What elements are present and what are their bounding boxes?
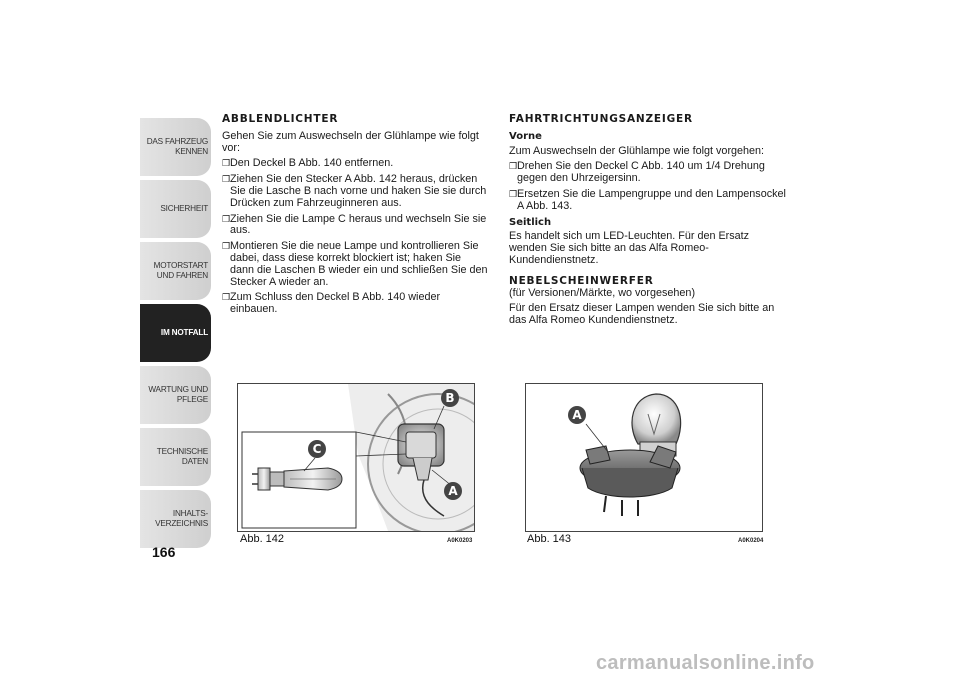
sidebar-tab-label: IM NOTFALL — [160, 328, 208, 337]
note-text: (für Versionen/Märkte, wo vorgesehen) — [509, 286, 696, 299]
sidebar-tab-wartung-und-pflege[interactable] — [140, 366, 211, 424]
subheading-vorne: Vorne — [509, 130, 542, 142]
checkbox-bullet-icon: ❒ — [222, 241, 231, 252]
left-column — [222, 112, 488, 320]
figure-code: A0K0203 — [447, 538, 473, 544]
checkbox-bullet-icon: ❒ — [222, 292, 231, 303]
sidebar-tab-das-fahrzeug-kennen[interactable] — [140, 118, 211, 176]
list-item: ❒ Ersetzen Sie die Lampengruppe und den Lampensockel A Abb. 143. — [509, 187, 786, 212]
callout-a: A — [444, 482, 462, 500]
list-item: ❒ Drehen Sie den Deckel C Abb. 140 um 1/4 Drehung gegen den Uhrzeigersinn. — [509, 160, 765, 185]
sidebar-tab-label: INHALTS-VERZEICHNIS — [155, 509, 208, 528]
sidebar-tab-sicherheit[interactable] — [140, 180, 211, 238]
sidebar-tab-label: WARTUNG UND PFLEGE — [148, 385, 208, 404]
sidebar-tab-motorstart-und-fahren[interactable] — [140, 242, 211, 300]
body-text: Für den Ersatz dieser Lampen wenden Sie sich bitte an das Alfa Romeo Kundendienstnetz. — [509, 302, 775, 327]
figure-caption: Abb. 143 — [527, 533, 572, 545]
intro-text: Gehen Sie zum Auswechseln der Glühlampe wie folgt vor: — [222, 129, 479, 154]
sidebar-tab-label: SICHERHEIT — [160, 204, 208, 213]
figure-caption: Abb. 142 — [240, 533, 285, 545]
callout-a: A — [568, 406, 586, 424]
headlight-illustration — [238, 384, 474, 531]
checkbox-bullet-icon: ❒ — [222, 174, 231, 185]
section-heading-nebelscheinwerfer: NEBELSCHEINWERFER — [509, 274, 654, 287]
checkbox-bullet-icon: ❒ — [222, 158, 231, 169]
sidebar-tab-inhaltsverzeichnis[interactable] — [140, 490, 211, 548]
list-item: ❒ Montieren Sie die neue Lampe und kontrollieren Sie dabei, dass diese korrekt blockiert ist; haken Sie dann die Laschen B wieder ein und schließen Sie den Stecker A wieder an. — [222, 240, 488, 288]
sidebar-tab-technische-daten[interactable] — [140, 428, 211, 486]
figure-indicator-bulb — [525, 383, 763, 532]
checkbox-bullet-icon: ❒ — [509, 161, 518, 172]
callout-c: C — [308, 440, 326, 458]
list-item: ❒ Zum Schluss den Deckel B Abb. 140 wieder einbauen. — [222, 291, 441, 316]
section-heading-fahrtrichtungsanzeiger: FAHRTRICHTUNGSANZEIGER — [509, 113, 693, 125]
checkbox-bullet-icon: ❒ — [509, 188, 518, 199]
callout-b: B — [441, 389, 459, 407]
list-item: ❒ Den Deckel B Abb. 140 entfernen. — [222, 157, 394, 170]
section-heading-abblendlichter: ABBLENDLICHTER — [222, 113, 339, 125]
right-column — [509, 112, 789, 331]
subheading-seitlich: Seitlich — [509, 216, 552, 228]
page-number: 166 — [152, 544, 176, 560]
list-item: ❒ Ziehen Sie die Lampe C heraus und wechseln Sie sie aus. — [222, 212, 487, 237]
sidebar-tab-label: TECHNISCHE DATEN — [156, 447, 208, 466]
checkbox-bullet-icon: ❒ — [222, 213, 231, 224]
sidebar-tab-im-notfall[interactable] — [140, 304, 211, 362]
figure-code: A0K0204 — [738, 538, 764, 544]
indicator-bulb-illustration — [526, 384, 762, 531]
figure-headlight-bulb — [237, 383, 475, 532]
watermark: carmanualsonline.info — [596, 652, 815, 674]
body-text: Es handelt sich um LED-Leuchten. Für den Ersatz wenden Sie sich bitte an das Alfa Romeo-Kundendienstnetz. — [509, 230, 750, 266]
sidebar-tab-label: DAS FAHRZEUG KENNEN — [146, 137, 208, 156]
intro-text: Zum Auswechseln der Glühlampe wie folgt vorgehen: — [509, 144, 765, 157]
sidebar-tab-label: MOTORSTART UND FAHREN — [153, 261, 208, 280]
list-item: ❒ Ziehen Sie den Stecker A Abb. 142 heraus, drücken Sie die Lasche B nach vorne und haken Sie sie durch Drücken zum Fahrzeuginneren aus. — [222, 173, 487, 209]
